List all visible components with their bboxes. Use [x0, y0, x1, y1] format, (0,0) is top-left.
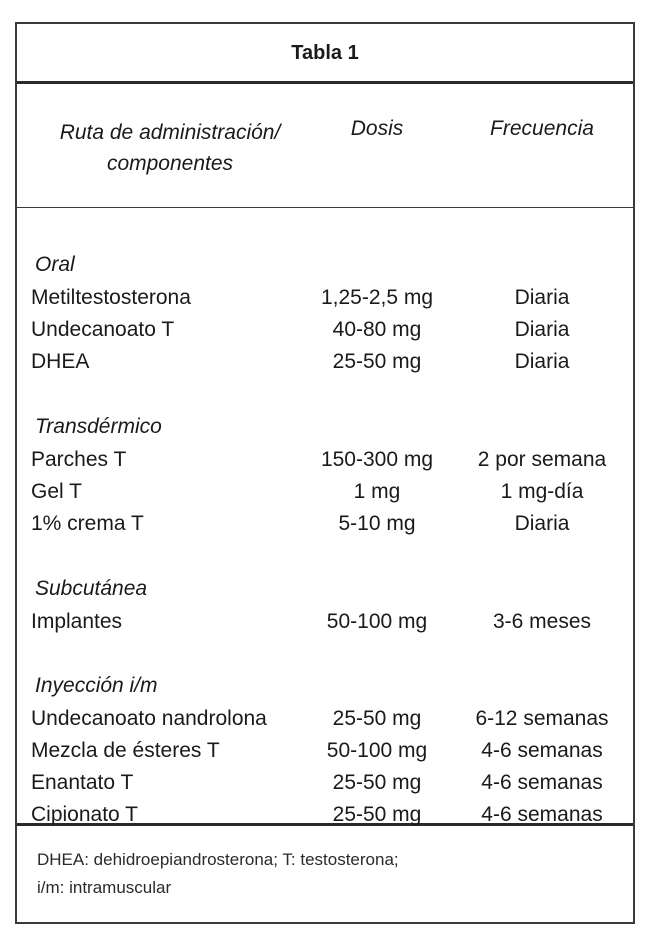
- section-title-subcutaneous: Subcutánea: [35, 577, 148, 600]
- table-row: [17, 448, 633, 480]
- cell-dose: 50-100 mg: [326, 610, 428, 633]
- table-footnote: [37, 846, 617, 902]
- footnote-line1: DHEA: dehidroepiandrosterona; T: testosterona;: [37, 850, 399, 869]
- section-title-injection: Inyección i/m: [35, 674, 158, 697]
- header-route-line1: Ruta de administración/: [59, 121, 281, 144]
- cell-frequency: Diaria: [514, 318, 570, 341]
- cell-component: Undecanoato T: [31, 318, 175, 341]
- cell-frequency: 4-6 semanas: [481, 771, 603, 794]
- section-title-oral: Oral: [35, 253, 75, 276]
- cell-component: Cipionato T: [31, 803, 139, 826]
- table-row: [17, 286, 633, 318]
- header-route: [35, 117, 305, 179]
- cell-dose: 150-300 mg: [320, 448, 434, 471]
- cell-frequency: 3-6 meses: [492, 610, 592, 633]
- cell-dose: 25-50 mg: [332, 803, 422, 826]
- cell-dose: 1,25-2,5 mg: [320, 286, 434, 309]
- header-dose: Dosis: [350, 117, 404, 140]
- table-body: [17, 208, 633, 826]
- cell-frequency: 6-12 semanas: [475, 707, 609, 730]
- cell-component: DHEA: [31, 350, 90, 373]
- section-title-transdermal: Transdérmico: [35, 415, 162, 438]
- cell-dose: 25-50 mg: [332, 350, 422, 373]
- table-row: [17, 512, 633, 544]
- cell-frequency: 4-6 semanas: [481, 739, 603, 762]
- cell-dose: 40-80 mg: [332, 318, 422, 341]
- cell-component: Metiltestosterona: [31, 286, 191, 309]
- cell-frequency: 4-6 semanas: [481, 803, 603, 826]
- cell-frequency: Diaria: [514, 350, 570, 373]
- cell-dose: 1 mg: [353, 480, 401, 503]
- header-route-line2: componentes: [106, 152, 234, 175]
- cell-component: Undecanoato nandrolona: [31, 707, 267, 730]
- cell-frequency: 2 por semana: [477, 448, 607, 471]
- cell-frequency: Diaria: [514, 512, 570, 535]
- table-row: [17, 350, 633, 382]
- cell-dose: 50-100 mg: [326, 739, 428, 762]
- cell-component: Enantato T: [31, 771, 134, 794]
- table-frame: [15, 22, 635, 924]
- cell-component: Gel T: [31, 480, 82, 503]
- table-row: [17, 610, 633, 642]
- cell-dose: 25-50 mg: [332, 707, 422, 730]
- cell-dose: 25-50 mg: [332, 771, 422, 794]
- table-row: [17, 480, 633, 512]
- table-row: [17, 803, 633, 835]
- table-header: [17, 84, 633, 208]
- table-row: [17, 771, 633, 803]
- table-title: Tabla 1: [17, 24, 633, 84]
- cell-component: Implantes: [31, 610, 123, 633]
- header-frequency: Frecuencia: [490, 117, 594, 140]
- table-row: [17, 707, 633, 739]
- cell-frequency: 1 mg-día: [500, 480, 584, 503]
- cell-component: 1% crema T: [31, 512, 144, 535]
- cell-frequency: Diaria: [514, 286, 570, 309]
- footnote-line2: i/m: intramuscular: [37, 878, 172, 897]
- table-row: [17, 739, 633, 771]
- table-row: [17, 318, 633, 350]
- cell-component: Parches T: [31, 448, 127, 471]
- cell-component: Mezcla de ésteres T: [31, 739, 220, 762]
- cell-dose: 5-10 mg: [338, 512, 416, 535]
